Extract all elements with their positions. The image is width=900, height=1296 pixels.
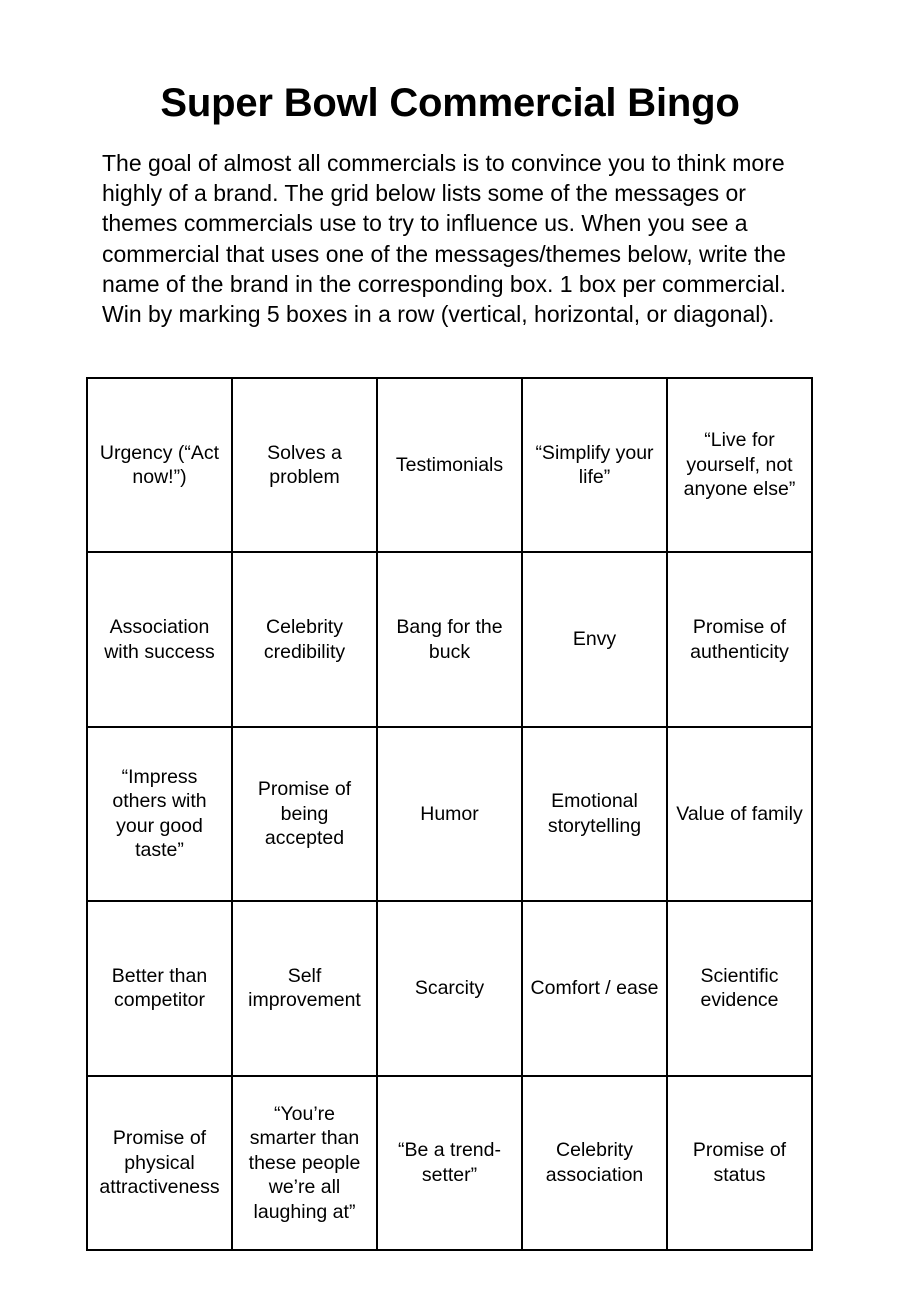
bingo-row <box>87 378 812 552</box>
bingo-cell-label: Promise of authenticity <box>690 616 789 663</box>
bingo-cell[interactable] <box>232 727 377 901</box>
bingo-cell-label: “Simplify your life” <box>535 441 654 489</box>
bingo-cell-label: “You’re smarter than these people we’re all laughing at” <box>248 1102 361 1223</box>
bingo-cell[interactable] <box>667 901 812 1075</box>
bingo-cell-label: Association with success <box>104 616 215 663</box>
bingo-cell-label: Scientific evidence <box>700 964 779 1012</box>
bingo-row <box>87 1076 812 1250</box>
bingo-cell-label: Emotional storytelling <box>547 790 642 837</box>
bingo-cell-label: Promise of being accepted <box>257 778 352 850</box>
page-title: Super Bowl Commercial Bingo <box>160 80 740 125</box>
bingo-cell[interactable] <box>87 901 232 1075</box>
bingo-row <box>87 727 812 901</box>
bingo-row <box>87 552 812 726</box>
bingo-grid-body <box>87 378 812 1250</box>
bingo-cell-label: Humor <box>420 802 479 825</box>
bingo-cell[interactable] <box>232 378 377 552</box>
bingo-cell[interactable] <box>667 1076 812 1250</box>
bingo-cell[interactable] <box>377 1076 522 1250</box>
bingo-cell-label: Value of family <box>676 802 803 825</box>
bingo-cell[interactable] <box>87 1076 232 1250</box>
bingo-cell-label: Promise of status <box>692 1139 787 1186</box>
bingo-cell[interactable] <box>87 378 232 552</box>
bingo-cell-label: Comfort / ease <box>530 977 659 1000</box>
bingo-cell[interactable] <box>522 1076 667 1250</box>
bingo-grid <box>86 377 813 1251</box>
bingo-cell-label: Celebrity credibility <box>263 616 346 663</box>
bingo-cell[interactable] <box>232 1076 377 1250</box>
bingo-cell-label: Envy <box>572 628 617 651</box>
bingo-cell[interactable] <box>667 378 812 552</box>
bingo-cell[interactable] <box>377 378 522 552</box>
bingo-cell[interactable] <box>87 727 232 901</box>
bingo-cell[interactable] <box>377 727 522 901</box>
bingo-cell[interactable] <box>87 552 232 726</box>
bingo-cell[interactable] <box>377 552 522 726</box>
bingo-cell-label: Celebrity association <box>545 1139 644 1186</box>
bingo-cell-label: Better than competitor <box>111 964 208 1012</box>
bingo-cell-label: Solves a problem <box>267 441 342 489</box>
bingo-cell[interactable] <box>232 901 377 1075</box>
bingo-cell-label: “Live for yourself, not anyone else” <box>683 429 796 501</box>
bingo-cell-label: Scarcity <box>414 977 485 1000</box>
bingo-cell-label: Self improvement <box>248 964 361 1012</box>
instructions-paragraph <box>102 148 808 329</box>
bingo-cell[interactable] <box>522 727 667 901</box>
bingo-cell[interactable] <box>377 901 522 1075</box>
bingo-cell[interactable] <box>232 552 377 726</box>
bingo-row <box>87 901 812 1075</box>
bingo-cell-label: Promise of physical attractiveness <box>99 1127 220 1198</box>
bingo-cell-label: “Be a trend-setter” <box>398 1139 501 1186</box>
bingo-cell-label: “Impress others with your good taste” <box>112 765 207 862</box>
bingo-cell[interactable] <box>522 552 667 726</box>
instructions-text: The goal of almost all commercials is to convince you to think more highly of a brand. The grid below lists some of the messages or themes commercials use to try to influence us. When you see a commercial that uses one of the messages/themes below, write the name of the brand in the corresponding box. 1 box per commercial. Win by marking 5 boxes in a row (vertical, horizontal, or diagonal). <box>102 150 786 328</box>
bingo-cell-label: Bang for the buck <box>396 616 503 663</box>
bingo-cell[interactable] <box>522 901 667 1075</box>
bingo-cell-label: Urgency (“Act now!”) <box>99 441 220 489</box>
bingo-cell[interactable] <box>667 727 812 901</box>
bingo-cell-label: Testimonials <box>395 453 504 476</box>
bingo-cell[interactable] <box>522 378 667 552</box>
bingo-cell[interactable] <box>667 552 812 726</box>
